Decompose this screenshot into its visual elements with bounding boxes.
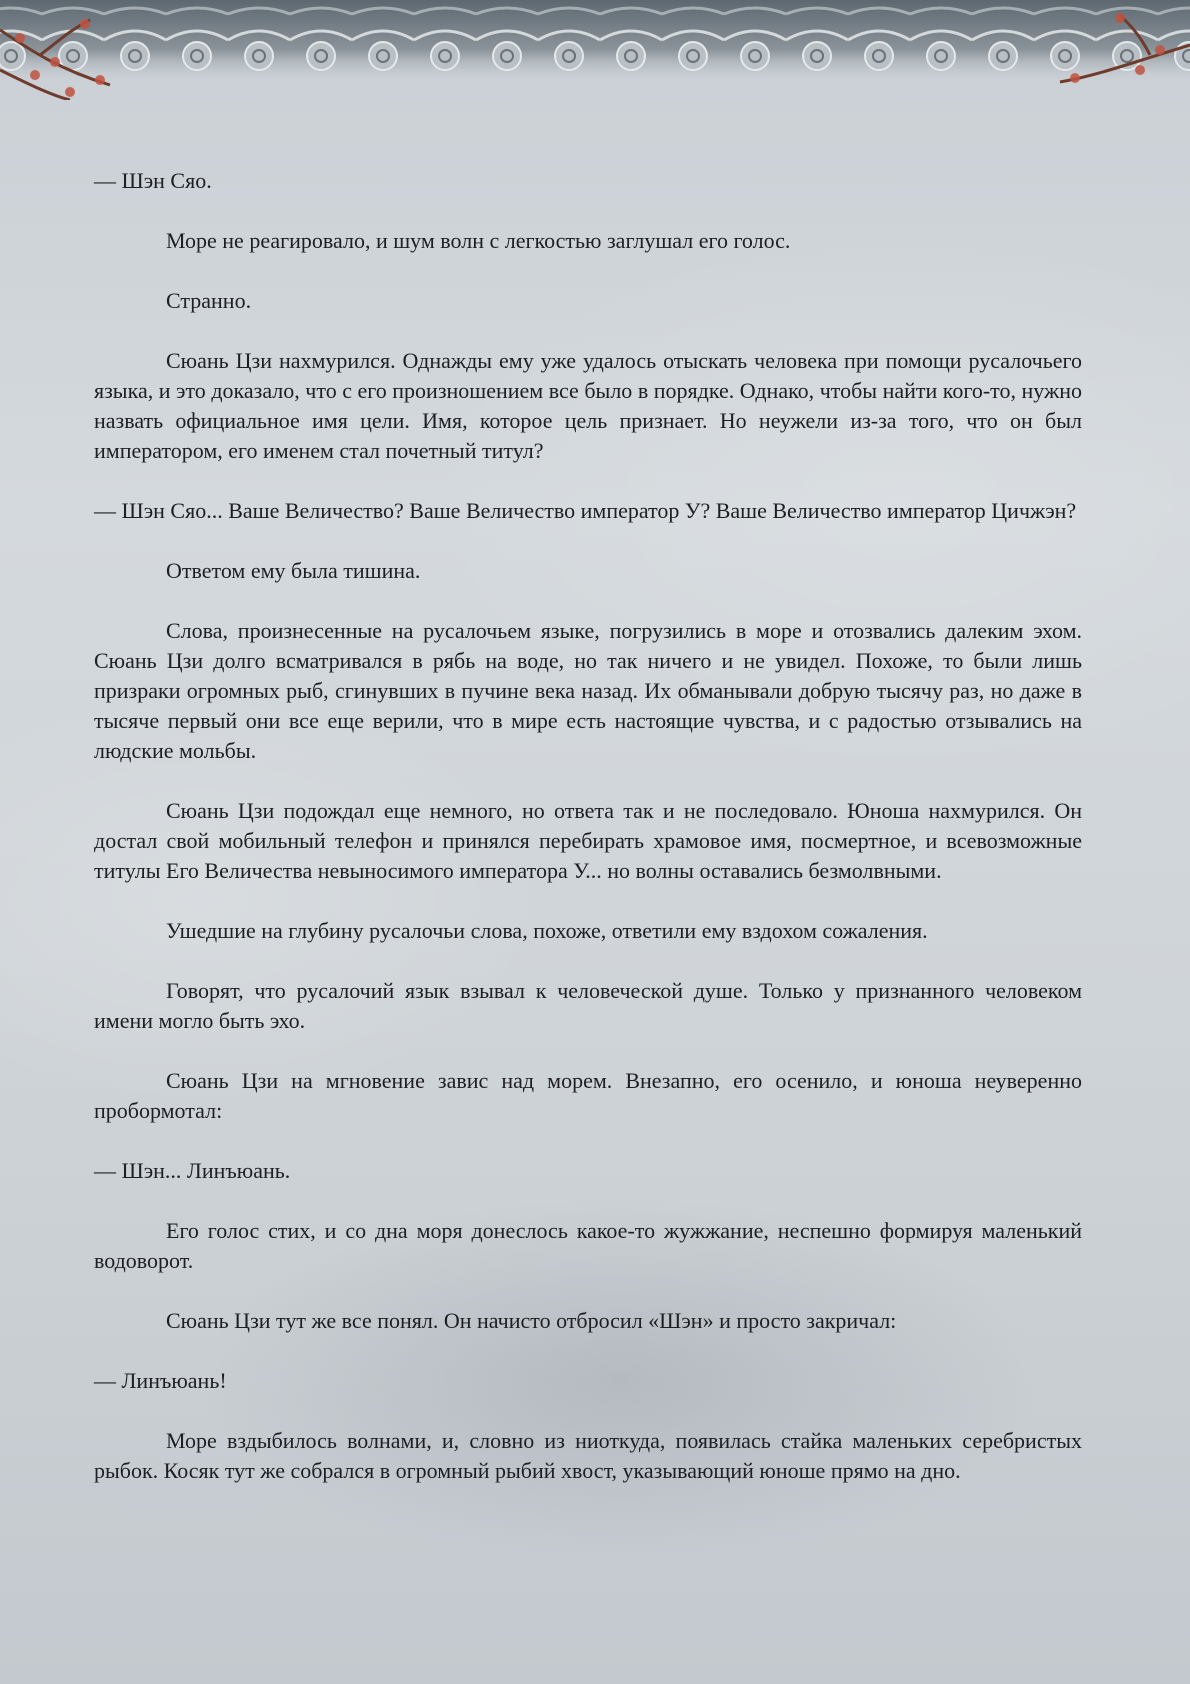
paragraph: Говорят, что русалочий язык взывал к человеческой душе. Только у признанного человеком имени могло быть эхо. xyxy=(94,978,1082,1033)
paragraph: Сюань Цзи тут же все понял. Он начисто отбросил «Шэн» и просто закричал: xyxy=(166,1308,897,1333)
paragraph: — Шэн Сяо... Ваше Величество? Ваше Величество император У? Ваше Величество император Цичжэн? xyxy=(94,498,1077,523)
paragraph: Сюань Цзи на мгновение завис над морем. Внезапно, его осенило, и юноша неуверенно пробормотал: xyxy=(94,1068,1082,1123)
paragraph: — Линъюань! xyxy=(94,1368,227,1393)
paragraph: Странно. xyxy=(166,288,252,313)
paragraph: Сюань Цзи подождал еще немного, но ответа так и не последовало. Юноша нахмурился. Он достал свой мобильный телефон и принялся перебирать храмовое имя, посмертное, и всевозможные титулы Его Величества невыносимого императора У... но волны оставались безмолвными. xyxy=(94,798,1082,883)
paragraph: Море не реагировало, и шум волн с легкостью заглушал его голос. xyxy=(166,228,791,253)
paragraph: Ушедшие на глубину русалочьи слова, похоже, ответили ему вздохом сожаления. xyxy=(166,918,928,943)
paragraph: Слова, произнесенные на русалочьем языке, погрузились в море и отозвались далеким эхом. Сюань Цзи долго всматривался в рябь на воде, но так ничего и не увидел. Похоже, то были лишь призраки огромных рыб, сгинувших в пучине века назад. Их обманывали добрую тысячу раз, но даже в тысяче первый они все еще верили, что в мире есть настоящие чувства, и с радостью отзывались на людские мольбы. xyxy=(94,618,1082,763)
paragraph: Ответом ему была тишина. xyxy=(166,558,421,583)
paragraph: Его голос стих, и со дна моря донеслось какое-то жужжание, неспешно формируя маленький водоворот. xyxy=(94,1218,1082,1273)
paragraph: Сюань Цзи нахмурился. Однажды ему уже удалось отыскать человека при помощи русалочьего языка, и это доказало, что с его произношением все было в порядке. Однако, чтобы найти кого-то, нужно назвать официальное имя цели. Имя, которое цель признает. Но неужели из-за того, что он был императором, его именем стал почетный титул? xyxy=(94,348,1082,463)
chapter-text xyxy=(94,166,1082,1516)
paragraph: — Шэн Сяо. xyxy=(94,168,212,193)
paragraph: Море вздыбилось волнами, и, словно из ниоткуда, появилась стайка маленьких серебристых рыбок. Косяк тут же собрался в огромный рыбий хвост, указывающий юноше прямо на дно. xyxy=(94,1428,1082,1483)
paragraph: — Шэн... Линъюань. xyxy=(94,1158,291,1183)
roof-tiles-decoration xyxy=(0,0,1190,100)
